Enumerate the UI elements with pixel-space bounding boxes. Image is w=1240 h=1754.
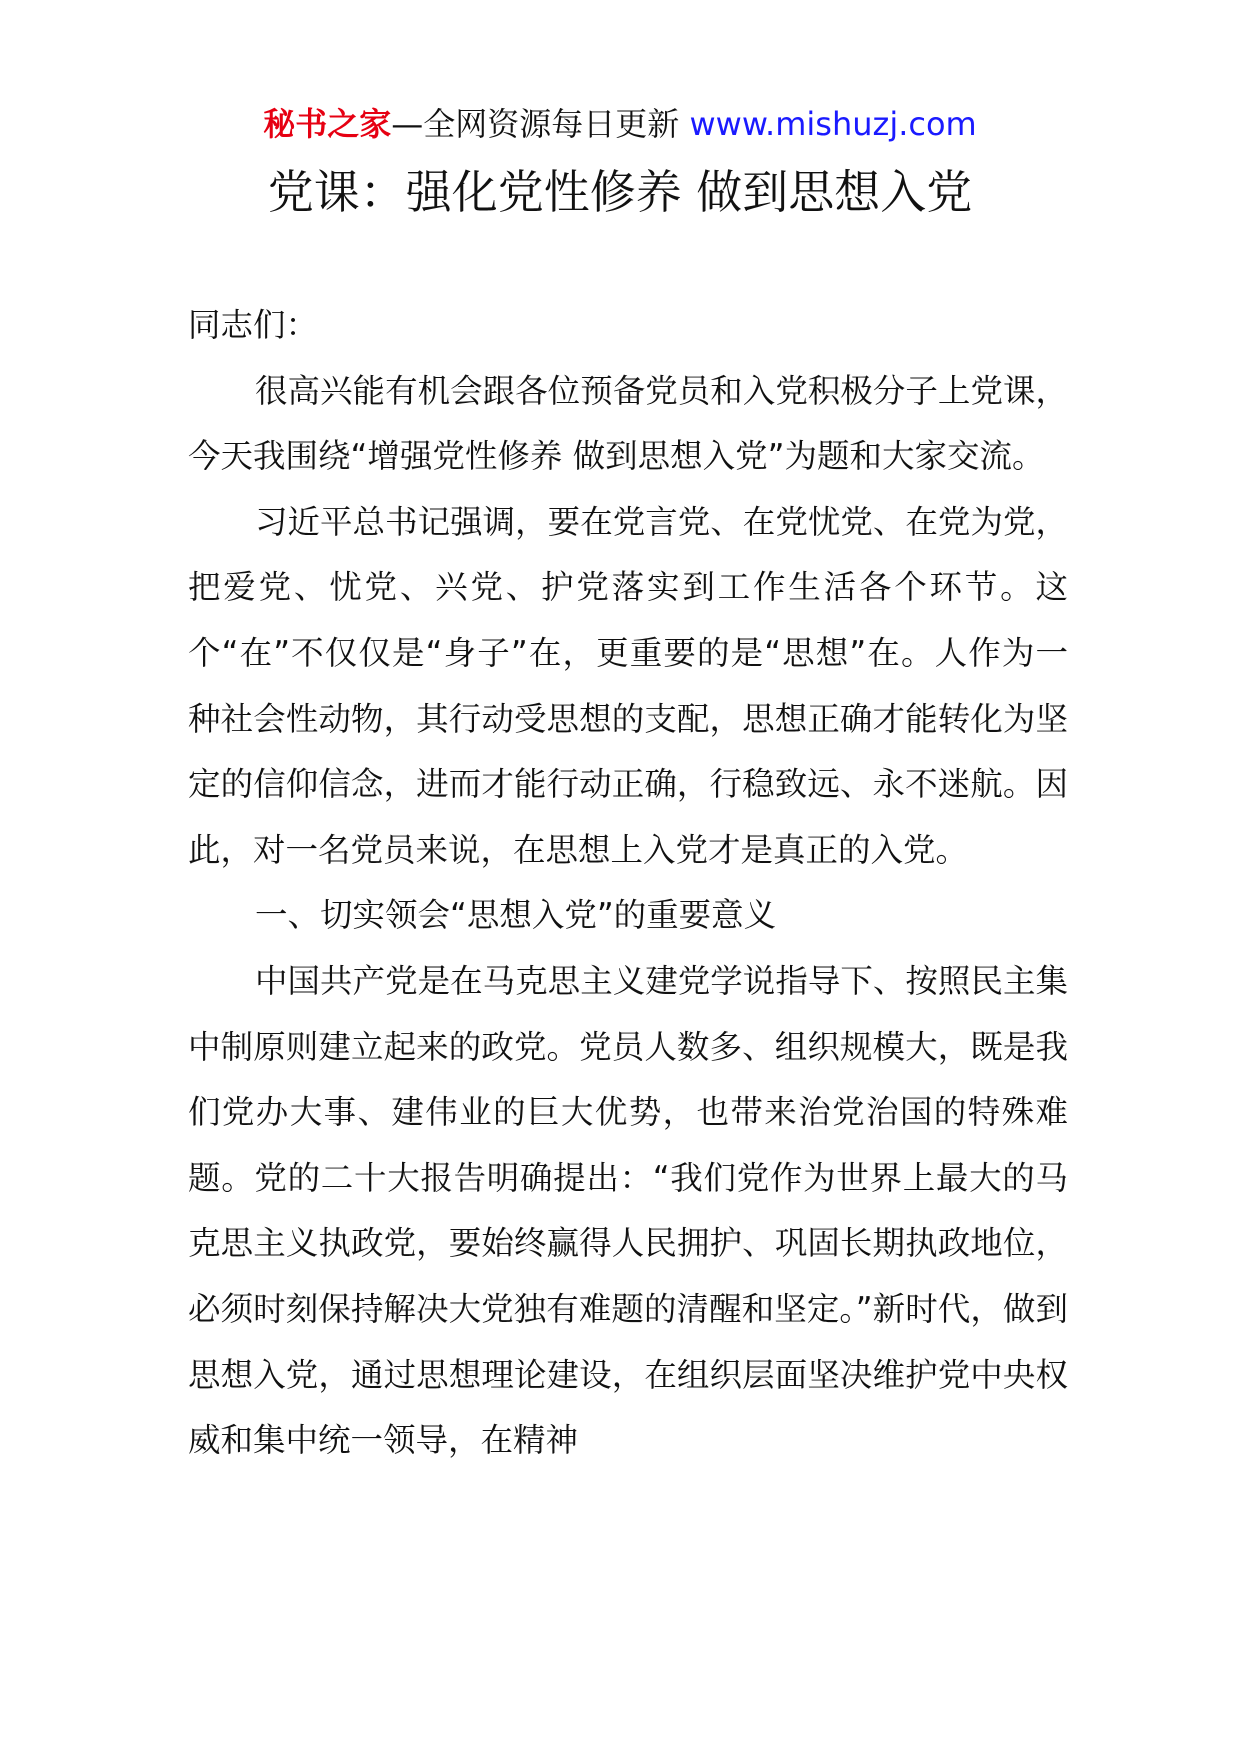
banner-tagline: —全网资源每日更新 bbox=[391, 105, 690, 143]
brand-name: 秘书之家 bbox=[263, 105, 392, 143]
section-1-paragraph-1: 中国共产党是在马克思主义建党学说指导下、按照民主集中制原则建立起来的政党。党员人数多、组织规模大，既是我们党办大事、建伟业的巨大优势，也带来治党治国的特殊难题。党的二十大报告明确提出：“我们党作为世界上最大的马克思主义执政党，要始终赢得人民拥护、巩固长期执政地位，必须时刻保持解决大党独有难题的清醒和坚定。”新时代，做到思想入党，通过思想理论建设，在组织层面坚决维护党中央权威和集中统一领导，在精神 bbox=[188, 961, 1068, 1460]
body-paragraph-2: 习近平总书记强调，要在党言党、在党忧党、在党为党，把爱党、忧党、兴党、护党落实到工作生活各个环节。这个“在”不仅仅是“身子”在，更重要的是“思想”在。人作为一种社会性动物，其行动受思想的支配，思想正确才能转化为坚定的信仰信念，进而才能行动正确，行稳致远、永不迷航。因此，对一名党员来说，在思想上入党才是真正的入党。 bbox=[188, 502, 1068, 869]
body-paragraph-1: 很高兴能有机会跟各位预备党员和入党积极分子上党课，今天我围绕“增强党性修养 做到思想入党”为题和大家交流。 bbox=[188, 371, 1068, 476]
site-banner bbox=[0, 100, 1240, 148]
salutation: 同志们： bbox=[188, 306, 319, 344]
site-url-link[interactable]: www.mishuzj.com bbox=[689, 105, 977, 143]
document-body bbox=[188, 293, 1068, 1474]
section-heading-1: 一、切实领会“思想入党”的重要意义 bbox=[255, 896, 777, 935]
document-title: 党课：强化党性修养 做到思想入党 bbox=[267, 165, 973, 219]
